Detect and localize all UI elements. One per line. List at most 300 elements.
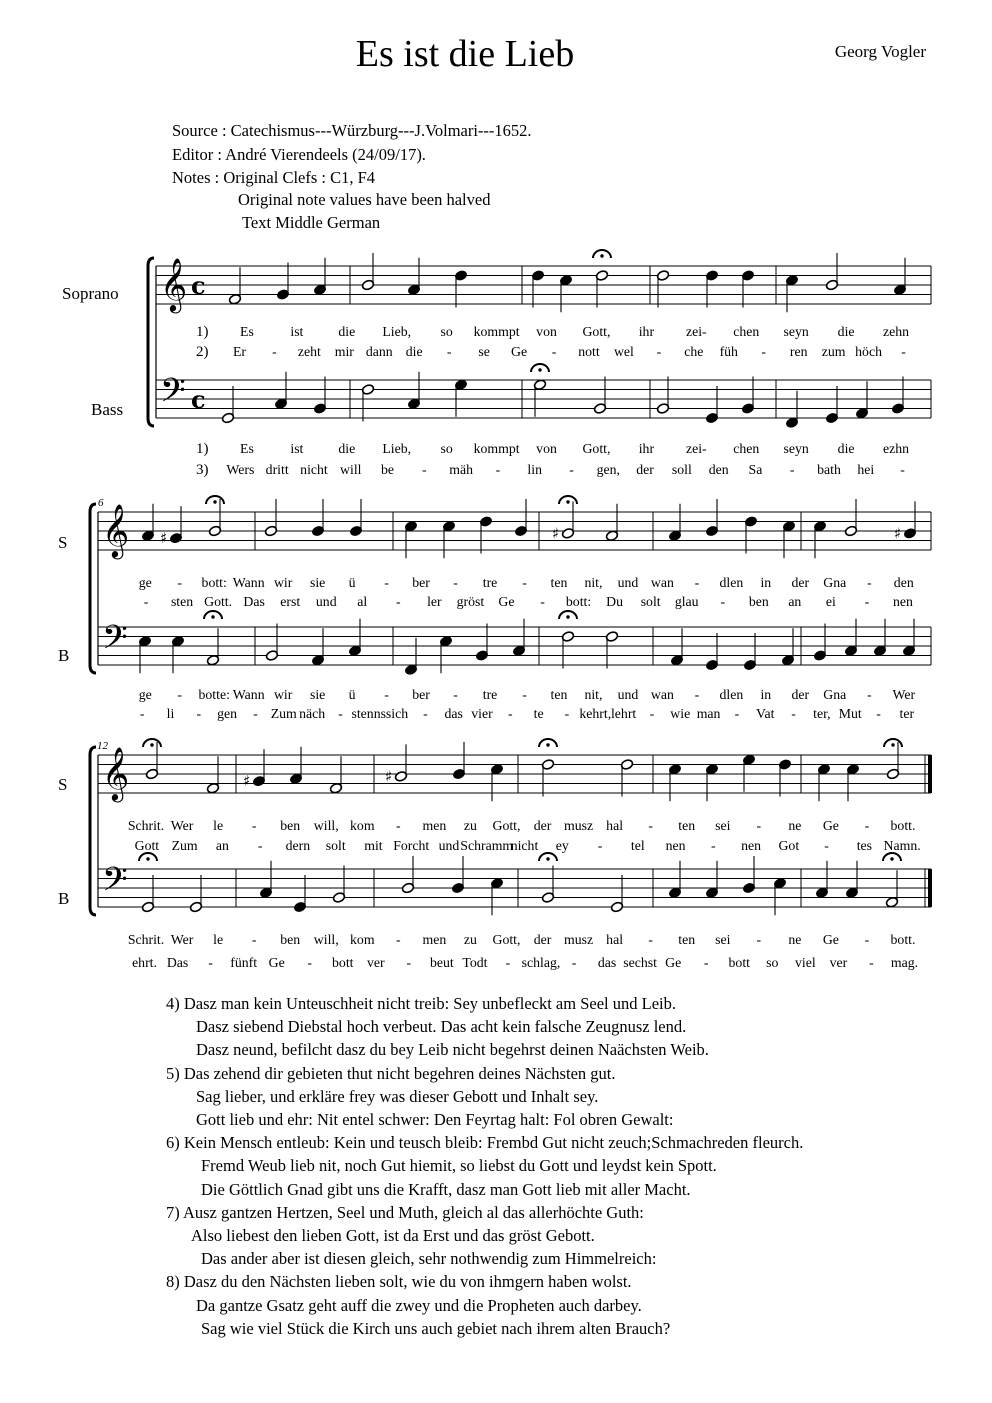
lyric-syllable: nicht [300, 462, 328, 477]
lyric-syllable: Gna [823, 687, 847, 702]
lyric-syllable: ei [825, 594, 836, 609]
lyric-syllable: ist [290, 441, 304, 456]
lyric-syllable: ter, [813, 706, 831, 721]
lyric-syllable: Forcht [393, 838, 430, 853]
lyric-syllable: ten [678, 818, 696, 833]
lyric-syllable: solt [640, 594, 661, 609]
page-title: Es ist die Lieb [355, 33, 575, 75]
fermata-dot [566, 500, 569, 503]
lyric-syllable: die [837, 324, 855, 339]
lyric-syllable: soll [671, 462, 692, 477]
source-line: Source : Catechismus---Würzburg---J.Volmari---1652. [172, 121, 532, 140]
verse-line: 4) Dasz man kein Unteuschheit nicht treib: Sey unbefleckt am Seel und Leib. [166, 994, 676, 1013]
lyric-syllable: - [522, 687, 527, 702]
lyric-syllable: Er [232, 344, 246, 359]
lyric-syllable: ren [789, 344, 808, 359]
lyric-syllable: ü [348, 575, 356, 590]
lyric-syllable: ne [788, 818, 802, 833]
lyric-syllable: Schramm [460, 838, 514, 853]
lyric-syllable: - [876, 706, 881, 721]
lyric-syllable: - [711, 838, 716, 853]
lyric-syllable: - [869, 955, 874, 970]
lyric-syllable: von [536, 324, 557, 339]
lyric-line [196, 324, 909, 340]
lyric-syllable: tre [482, 575, 498, 590]
lyric-syllable: bott: [201, 575, 227, 590]
lyric-syllable: bath [817, 462, 841, 477]
lyric-syllable: Gott, [582, 324, 611, 339]
lyric-syllable: wie [670, 706, 691, 721]
lyric-syllable: hal [606, 932, 624, 947]
lyric-syllable: ter [899, 706, 915, 721]
lyric-syllable: ne [788, 932, 802, 947]
lyric-syllable: bott [332, 955, 354, 970]
lyric-syllable: so [440, 324, 453, 339]
lyric-syllable: - [453, 687, 458, 702]
lyric-syllable: den [708, 462, 729, 477]
lyric-syllable: Sa [748, 462, 763, 477]
lyric-syllable: men [422, 818, 447, 833]
lyric-syllable: tes [856, 838, 873, 853]
lyric-syllable: erst [280, 594, 301, 609]
lyric-syllable: das [597, 955, 617, 970]
notes-line-2: Original note values have been halved [238, 190, 491, 209]
lyric-syllable: - [824, 838, 829, 853]
lyric-syllable: - [522, 575, 527, 590]
composer: Georg Vogler [834, 42, 926, 61]
lyric-line [144, 594, 913, 609]
time-signature: c [191, 271, 206, 300]
lyric-syllable: schlag, [521, 955, 561, 970]
verse-number: 3) [196, 462, 209, 478]
bass-clef-icon: 𝄢 [160, 372, 186, 418]
fermata-dot [150, 743, 153, 746]
lyric-syllable: - [540, 594, 545, 609]
bar-number: 6 [98, 497, 104, 509]
lyric-syllable: kehrt, [579, 706, 612, 721]
lyric-syllable: - [694, 687, 700, 702]
lyric-syllable: Gott [134, 838, 160, 853]
lyric-syllable: ey [555, 838, 569, 853]
lyric-syllable: ben [280, 818, 301, 833]
lyric-syllable: den [893, 575, 914, 590]
lyric-syllable: - [396, 932, 401, 947]
lyric-syllable: ehrt. [132, 955, 157, 970]
lyric-syllable: Du [606, 594, 624, 609]
bass-short-label: B [58, 646, 70, 665]
lyric-syllable: der [791, 575, 810, 590]
lyric-syllable: se [478, 344, 490, 359]
lyric-syllable: zehn [883, 324, 910, 339]
lyric-line [132, 955, 918, 970]
lyric-syllable: sie [309, 575, 326, 590]
lyric-syllable: Wann [232, 575, 265, 590]
verse-line: Das ander aber ist diesen gleich, sehr nothwendig zum Himmelreich: [201, 1249, 657, 1269]
lyric-syllable: von [536, 441, 557, 456]
lyric-syllable: - [791, 706, 796, 721]
lyric-syllable: hal [606, 818, 624, 833]
verse-line: Die Göttlich Gnad gibt uns die Krafft, dasz man Gott lieb mit aller Macht. [201, 1179, 691, 1199]
bar-number: 12 [97, 740, 108, 752]
lyric-syllable: musz [564, 932, 594, 947]
lyric-syllable: Gott, [582, 441, 611, 456]
lyric-syllable: - [648, 932, 653, 947]
lyric-syllable: Ge [511, 344, 528, 359]
lyric-syllable: an [788, 594, 802, 609]
lyric-syllable: le [213, 932, 224, 947]
lyric-syllable: der [533, 818, 552, 833]
sharp-sign: ♯ [894, 524, 902, 543]
lyric-syllable: - [756, 932, 762, 947]
lyric-syllable: - [505, 955, 511, 970]
lyric-syllable: - [423, 706, 428, 721]
lyric-syllable: zeht [297, 344, 321, 359]
lyric-syllable: zu [463, 818, 477, 833]
verse-line: Gott lieb und ehr: Nit entel schwer: Den Feyrtag halt: Fol obren Gewalt: [196, 1110, 674, 1129]
lyric-line [196, 344, 906, 360]
lyric-syllable: kom [350, 818, 375, 833]
lyric-syllable: ten [550, 575, 568, 590]
lyric-syllable: Wer [170, 818, 194, 833]
lyric-syllable: Schrit. [127, 818, 165, 833]
verse-line: Dasz neund, befilcht dasz du bey Leib nicht begehrst deinen Naächsten Weib. [196, 1040, 709, 1060]
lyric-syllable: Wer [892, 687, 916, 702]
notes-line: Notes : Original Clefs : C1, F4 [172, 168, 376, 187]
fermata-dot [546, 857, 549, 860]
time-signature: c [191, 385, 206, 414]
lyric-syllable: Gott. [204, 594, 233, 609]
lyric-syllable: stenns [351, 706, 386, 721]
bass-label: Bass [91, 400, 124, 419]
lyric-syllable: sie [309, 687, 326, 702]
sharp-sign: ♯ [552, 524, 560, 543]
lyric-syllable: al [357, 594, 368, 609]
lyric-syllable: - [756, 818, 762, 833]
lyric-syllable: viel [795, 955, 816, 970]
lyric-syllable: solt [325, 838, 346, 853]
lyric-syllable: - [761, 344, 767, 359]
lyric-syllable: - [139, 706, 145, 721]
lyric-syllable: Ge [665, 955, 682, 970]
lyric-syllable: - [177, 575, 183, 590]
lyric-syllable: ist [290, 324, 304, 339]
lyric-syllable: dann [365, 344, 393, 359]
lyric-syllable: Schrit. [127, 932, 165, 947]
lyric-syllable: will, [313, 932, 339, 947]
lyric-syllable: Zum [171, 838, 198, 853]
verse-line: 7) Ausz gantzen Hertzen, Seel und Muth, gleich al das allerhöchte Guth: [166, 1202, 644, 1222]
bass-short-label: B [58, 889, 70, 908]
lyric-syllable: dlen [719, 687, 744, 702]
final-barline [928, 869, 932, 907]
lyric-syllable: - [307, 955, 313, 970]
lyric-syllable: - [251, 818, 257, 833]
lyric-syllable: Wann [232, 687, 265, 702]
treble-clef-icon: 𝄞 [102, 503, 130, 557]
lyric-syllable: hei [857, 462, 875, 477]
lyric-syllable: Wers [226, 462, 255, 477]
lyric-syllable: - [866, 687, 872, 702]
lyric-syllable: - [508, 706, 513, 721]
lyric-syllable: ü [348, 687, 356, 702]
lyric-syllable: - [396, 818, 401, 833]
fermata-dot [891, 743, 894, 746]
fermata-dot [146, 857, 149, 860]
lyric-syllable: in [760, 575, 772, 590]
lyric-syllable: seyn [783, 441, 809, 456]
lyric-syllable: tel [630, 838, 645, 853]
lyric-syllable: Ge [268, 955, 285, 970]
lyric-syllable: zei- [685, 441, 707, 456]
lyric-syllable: Todt [462, 955, 488, 970]
treble-clef-icon: 𝄞 [102, 746, 130, 800]
sharp-sign: ♯ [160, 529, 168, 548]
lyric-syllable: sei [715, 818, 731, 833]
lyric-syllable: ten [678, 932, 696, 947]
lyric-syllable: gröst [456, 594, 485, 609]
notes-line-3: Text Middle German [242, 213, 381, 232]
lyric-syllable: Namn. [883, 838, 921, 853]
lyric-syllable: Es [240, 324, 254, 339]
lyric-syllable: lehrt [610, 706, 637, 721]
lyric-syllable: Gna [823, 575, 847, 590]
lyric-syllable: man [696, 706, 721, 721]
lyric-syllable: sich [385, 706, 409, 721]
lyric-syllable: - [648, 818, 653, 833]
lyric-syllable: chen [733, 324, 760, 339]
verse-number: 1) [196, 324, 209, 340]
lyric-syllable: ben [748, 594, 769, 609]
lyric-syllable: nen [893, 594, 913, 609]
verse-line: Fremd Weub lieb nit, noch Gut hiemit, so liebst du Gott und leydst kein Spott. [201, 1156, 717, 1176]
lyric-syllable: - [251, 932, 257, 947]
lyric-syllable: - [656, 344, 662, 359]
lyric-syllable: zum [821, 344, 846, 359]
lyric-syllable: - [864, 818, 870, 833]
lyric-syllable: gen [217, 706, 238, 721]
lyric-syllable: näch [299, 706, 326, 721]
lyric-syllable: - [551, 344, 557, 359]
lyric-syllable: - [564, 706, 570, 721]
lyric-syllable: lin [527, 462, 542, 477]
lyric-syllable: das [444, 706, 463, 721]
lyric-syllable: und [315, 594, 337, 609]
lyric-syllable: ler [427, 594, 442, 609]
lyric-syllable: Das [243, 594, 265, 609]
lyric-syllable: le [213, 818, 224, 833]
lyric-syllable: - [453, 575, 458, 590]
lyric-syllable: Zum [270, 706, 297, 721]
lyric-line [196, 462, 905, 478]
system-bracket [90, 504, 96, 673]
lyric-syllable: in [760, 687, 772, 702]
lyric-syllable: Got [778, 838, 800, 853]
lyric-syllable: nen [665, 838, 686, 853]
lyric-syllable: be [381, 462, 395, 477]
lyric-syllable: der [533, 932, 552, 947]
lyric-syllable: musz [564, 818, 594, 833]
lyric-syllable: - [734, 706, 740, 721]
lyric-syllable: bott. [890, 932, 916, 947]
lyric-syllable: dern [285, 838, 311, 853]
lyric-syllable: - [864, 594, 870, 609]
lyric-syllable: nen [741, 838, 762, 853]
editor-line: Editor : André Vierendeels (24/09/17). [172, 145, 426, 164]
lyric-syllable: - [257, 838, 263, 853]
lyric-syllable: wel [613, 344, 634, 359]
lyric-syllable: nit, [584, 575, 603, 590]
lyric-syllable: ver [367, 955, 385, 970]
lyric-syllable: wir [273, 687, 293, 702]
lyric-line [139, 575, 914, 590]
lyric-syllable: kommpt [473, 441, 520, 456]
lyric-syllable: Lieb, [382, 324, 412, 339]
lyric-syllable: und [617, 687, 639, 702]
lyric-syllable: kom [350, 932, 375, 947]
soprano-short-label: S [58, 775, 68, 794]
lyric-syllable: der [636, 462, 654, 477]
lyric-syllable: ihr [638, 441, 655, 456]
lyric-syllable: und [617, 575, 639, 590]
verse-line: 8) Dasz du den Nächsten lieben solt, wie du von ihmgern haben wolst. [166, 1272, 632, 1292]
lyric-syllable: - [694, 575, 700, 590]
lyric-syllable: glau [674, 594, 699, 609]
lyric-syllable: dritt [265, 462, 289, 477]
lyric-syllable: ge [138, 575, 152, 590]
lyric-syllable: - [253, 706, 258, 721]
lyric-syllable: - [901, 344, 906, 359]
lyric-syllable: die [837, 441, 855, 456]
fermata-dot [211, 615, 214, 618]
system-bracket [148, 258, 154, 426]
fermata-dot [600, 254, 603, 257]
lyric-syllable: sei [715, 932, 731, 947]
lyric-syllable: will [340, 462, 362, 477]
lyric-line [135, 838, 921, 853]
lyric-syllable: die [405, 344, 423, 359]
verse-line: Dasz siebend Diebstal hoch verbeut. Das acht kein falsche Zeugnusz lend. [196, 1017, 687, 1037]
lyric-syllable: so [440, 441, 453, 456]
bass-clef-icon: 𝄢 [102, 619, 128, 665]
lyric-syllable: die [338, 324, 356, 339]
lyric-syllable: - [789, 462, 795, 477]
lyric-syllable: - [143, 594, 149, 609]
lyric-syllable: sten [170, 594, 194, 609]
lyric-syllable: - [720, 594, 726, 609]
lyric-syllable: will, [313, 818, 339, 833]
lyric-syllable: ge [138, 687, 152, 702]
lyric-syllable: ihr [638, 324, 655, 339]
lyric-syllable: so [766, 955, 779, 970]
lyric-syllable: li [166, 706, 175, 721]
lyric-syllable: Gott, [492, 932, 521, 947]
lyric-syllable: - [495, 462, 501, 477]
lyric-syllable: Ge [822, 818, 839, 833]
verse-line: Also liebest den lieben Gott, ist da Erst und das gröst Gebott. [191, 1226, 595, 1245]
lyric-syllable: - [177, 687, 183, 702]
lyric-syllable: nicht [510, 838, 539, 853]
fermata-dot [566, 615, 569, 618]
lyric-syllable: zu [463, 932, 477, 947]
lyric-syllable: ten [550, 687, 568, 702]
lyric-syllable: mir [334, 344, 354, 359]
lyric-syllable: nit, [584, 687, 603, 702]
lyric-syllable: - [396, 594, 401, 609]
lyric-syllable: bott: [565, 594, 592, 609]
lyric-syllable: chen [733, 441, 760, 456]
soprano-short-label: S [58, 533, 68, 552]
verse-number: 1) [196, 441, 209, 457]
lyric-syllable: - [900, 462, 905, 477]
lyric-syllable: ver [829, 955, 848, 970]
lyric-syllable: botte: [198, 687, 230, 702]
lyric-syllable: - [866, 575, 872, 590]
lyric-syllable: ber [412, 575, 430, 590]
verse-line: Sag lieber, und erkläre frey was dieser Gebott und Inhalt sey. [196, 1086, 599, 1106]
lyric-line [140, 706, 915, 721]
fermata-dot [538, 368, 541, 371]
lyric-line [128, 818, 916, 833]
lyric-syllable: che [684, 344, 704, 359]
lyric-syllable: - [569, 462, 574, 477]
lyric-syllable: beut [430, 955, 454, 970]
lyric-syllable: te [533, 706, 544, 721]
soprano-label: Soprano [62, 284, 119, 303]
lyric-line [128, 932, 916, 947]
verse-line: 5) Das zehend dir gebieten thut nicht begehren deines Nächsten gut. [166, 1063, 616, 1083]
lyric-syllable: - [703, 955, 709, 970]
lyric-syllable: - [649, 706, 655, 721]
sharp-sign: ♯ [243, 772, 251, 791]
lyric-syllable: - [406, 955, 412, 970]
lyric-syllable: men [422, 932, 447, 947]
lyric-syllable: seyn [783, 324, 809, 339]
lyric-line [196, 441, 909, 457]
lyric-syllable: - [597, 838, 603, 853]
lyric-syllable: - [446, 344, 452, 359]
lyric-syllable: dlen [719, 575, 744, 590]
fermata-dot [213, 500, 216, 503]
lyric-line [139, 687, 916, 702]
treble-clef-icon: 𝄞 [160, 257, 188, 311]
lyric-syllable: der [791, 687, 810, 702]
lyric-syllable: Es [240, 441, 254, 456]
lyric-syllable: Mut [838, 706, 862, 721]
lyric-syllable: - [196, 706, 202, 721]
lyric-syllable: - [422, 462, 427, 477]
lyric-syllable: Gott, [492, 818, 521, 833]
lyric-syllable: ber [412, 687, 430, 702]
lyric-syllable: Das [166, 955, 189, 970]
lyric-syllable: - [208, 955, 213, 970]
lyric-syllable: gen, [596, 462, 620, 477]
lyric-syllable: an [215, 838, 229, 853]
lyric-syllable: tre [482, 687, 498, 702]
verse-line: Da gantze Gsatz geht auff die zwey und die Propheten auch darbey. [196, 1295, 642, 1315]
lyric-syllable: bott. [890, 818, 916, 833]
lyric-syllable: die [338, 441, 356, 456]
lyric-syllable: mag. [890, 955, 919, 970]
lyric-syllable: - [272, 344, 277, 359]
lyric-syllable: mäh [449, 462, 474, 477]
lyric-syllable: wir [273, 575, 293, 590]
lyric-syllable: - [384, 575, 389, 590]
lyric-syllable: - [571, 955, 577, 970]
lyric-syllable: sechst [623, 955, 658, 970]
verse-line: Sag wie viel Stück die Kirch uns auch gebiet nach ihrem alten Brauch? [201, 1318, 671, 1338]
lyric-syllable: und [438, 838, 460, 853]
lyric-syllable: Wer [170, 932, 194, 947]
